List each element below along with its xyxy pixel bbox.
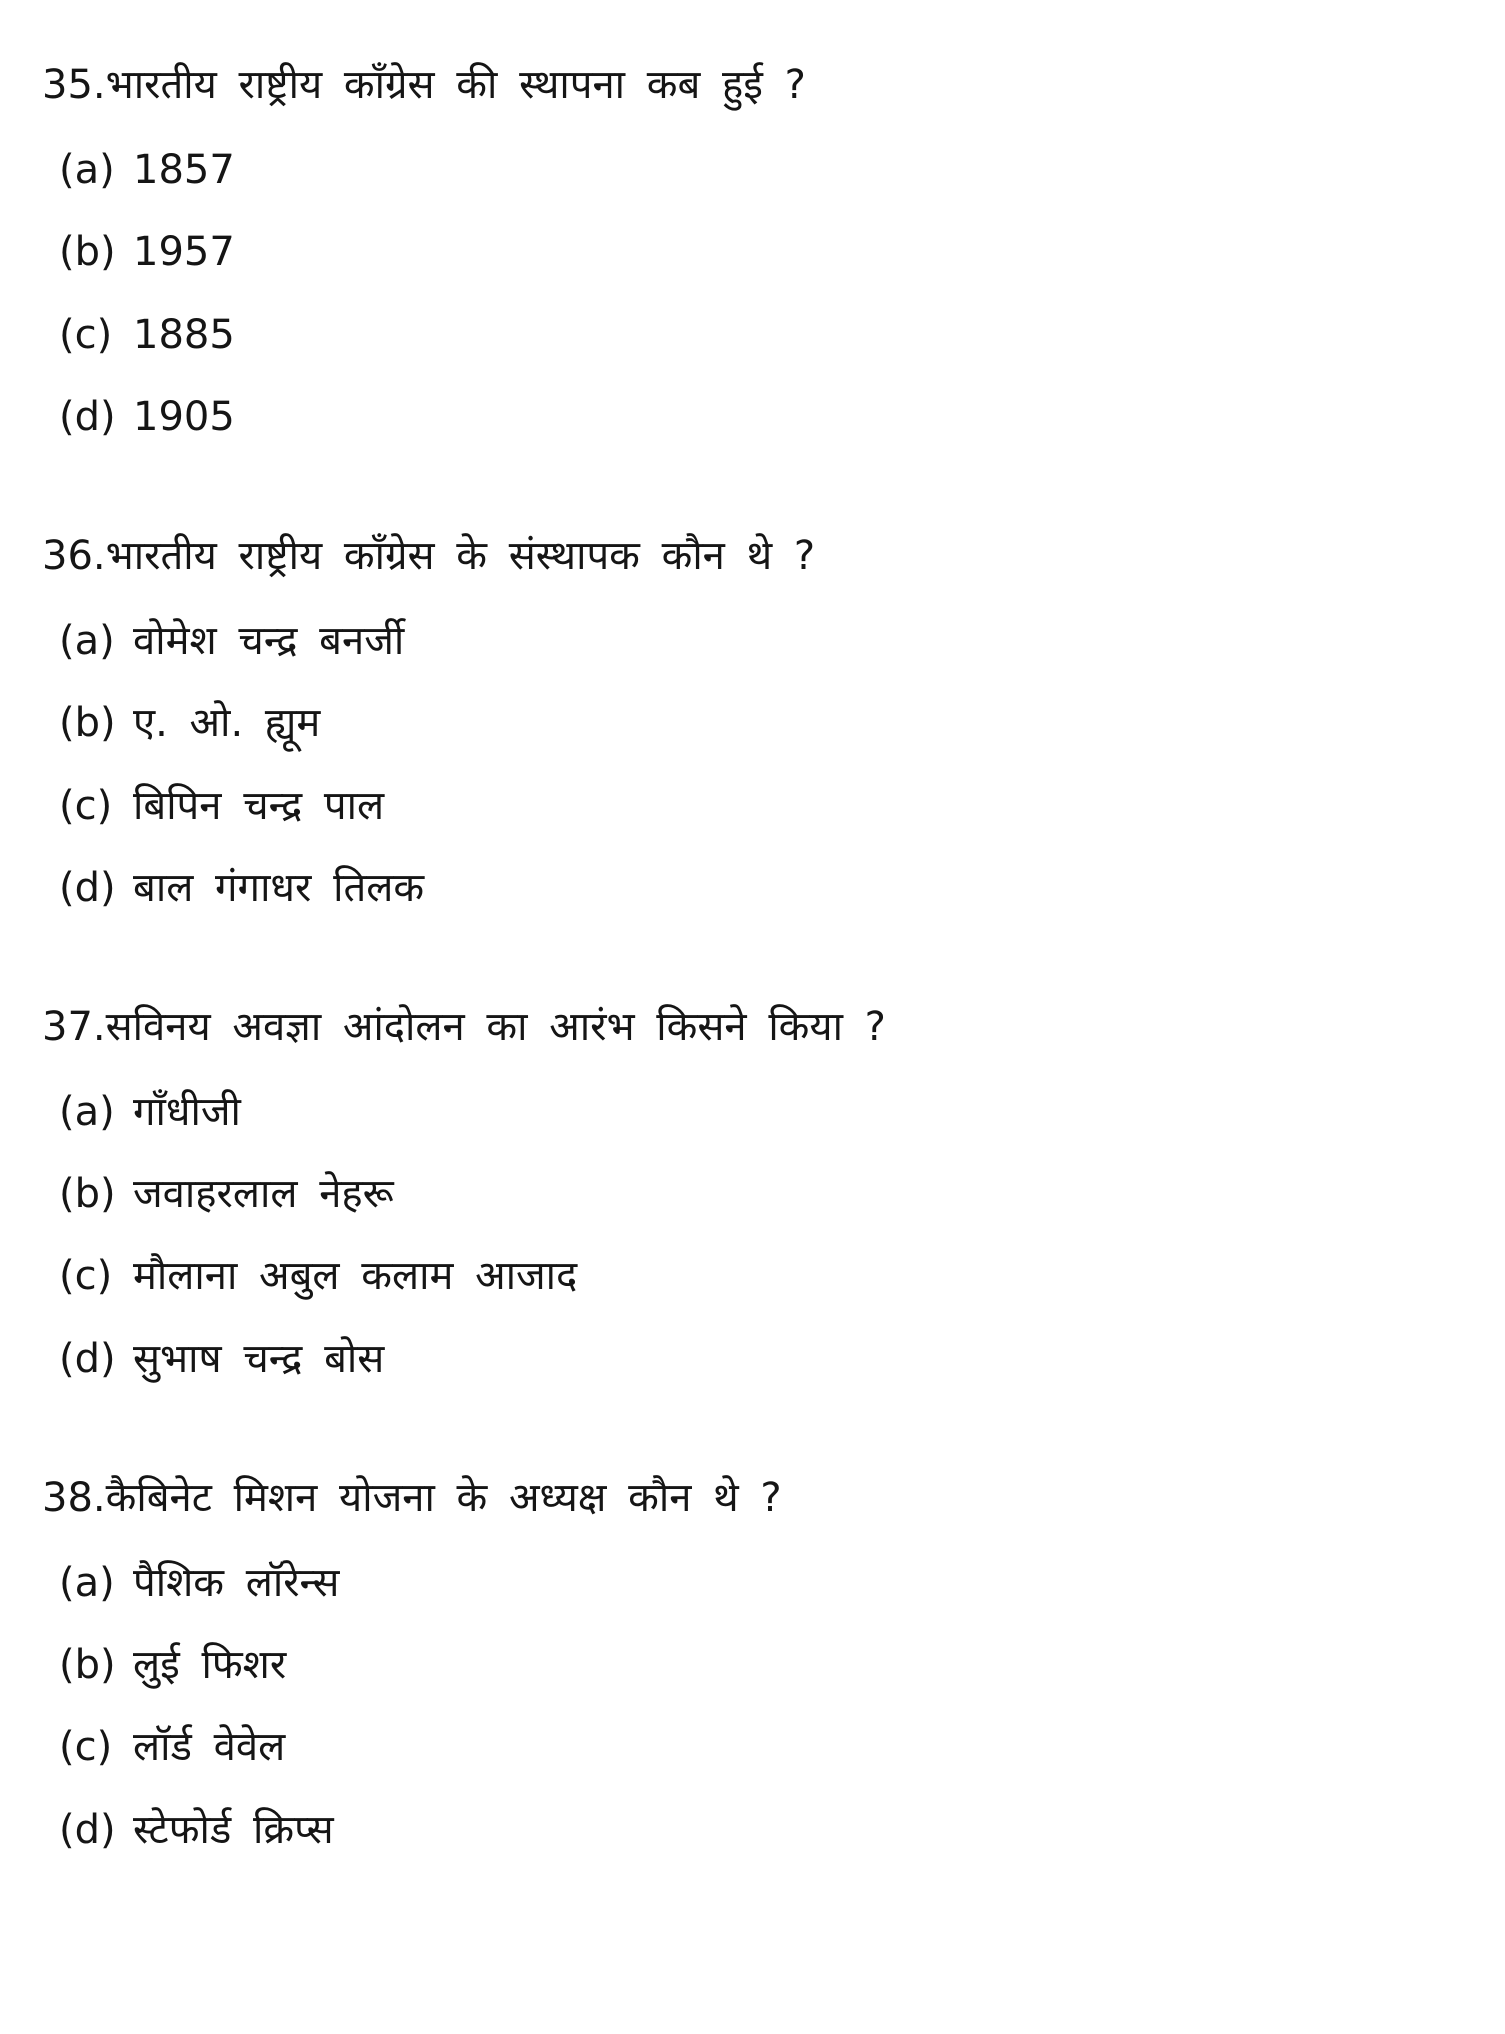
option-label: (a) [59,147,115,194]
option-row [42,147,1475,194]
option-row [42,229,1475,276]
option-row [42,1253,1475,1300]
question-36 [42,533,1475,912]
option-text: लुई फिशर [133,1642,287,1689]
question-text: भारतीय राष्ट्रीय काँग्रेस के संस्थापक कौन थे ? [105,532,816,579]
question-text: भारतीय राष्ट्रीय काँग्रेस की स्थापना कब हुई ? [105,62,806,108]
question-text: कैबिनेट मिशन योजना के अध्यक्ष कौन थे ? [105,1474,782,1521]
question-heading [42,62,1475,109]
option-text: ए. ओ. ह्यूम [133,700,321,747]
option-label: (c) [59,1724,113,1771]
option-label: (b) [59,700,116,747]
option-row [42,1171,1475,1218]
option-text: 1905 [133,393,235,440]
question-35 [42,62,1475,441]
option-text: पैशिक लॉरेन्स [133,1560,340,1606]
option-label: (c) [59,311,113,358]
option-label: (d) [59,864,116,911]
option-row [42,1807,1475,1854]
option-text: लॉर्ड वेवेल [133,1724,286,1771]
option-row [42,1336,1475,1383]
option-label: (c) [59,782,113,829]
question-37 [42,1004,1475,1383]
option-label: (d) [59,1806,116,1853]
question-number: 37. [42,1003,106,1050]
option-row [42,783,1475,830]
options-list [42,147,1475,441]
option-row [42,1560,1475,1607]
question-heading [42,1475,1475,1522]
option-text: 1857 [133,147,235,194]
option-row [42,865,1475,912]
option-label: (c) [59,1253,113,1300]
option-row [42,1642,1475,1689]
question-heading [42,1004,1475,1051]
question-heading [42,533,1475,580]
option-label: (a) [59,1560,115,1606]
question-number: 38. [42,1474,106,1521]
quiz-document-page [42,62,1475,1854]
option-row [42,700,1475,747]
options-list [42,1560,1475,1854]
options-list [42,618,1475,912]
option-label: (a) [59,618,115,665]
option-label: (b) [59,229,116,276]
option-label: (d) [59,393,116,440]
question-number: 35. [42,62,106,108]
option-text: सुभाष चन्द्र बोस [133,1335,385,1382]
option-label: (b) [59,1642,116,1689]
question-38 [42,1475,1475,1854]
option-row [42,618,1475,665]
option-label: (b) [59,1171,116,1218]
option-text: बाल गंगाधर तिलक [133,864,425,911]
option-text: गाँधीजी [133,1089,241,1136]
question-number: 36. [42,532,106,579]
option-text: बिपिन चन्द्र पाल [133,782,385,829]
option-text: स्टेफोर्ड क्रिप्स [133,1806,334,1853]
option-row [42,1724,1475,1771]
option-text: वोमेश चन्द्र बनर्जी [133,618,405,665]
option-text: जवाहरलाल नेहरू [133,1171,394,1218]
options-list [42,1089,1475,1383]
option-row [42,1089,1475,1136]
option-row [42,312,1475,359]
option-label: (d) [59,1335,116,1382]
option-row [42,394,1475,441]
question-text: सविनय अवज्ञा आंदोलन का आरंभ किसने किया ? [105,1003,886,1050]
option-text: 1885 [133,311,235,358]
option-text: मौलाना अबुल कलाम आजाद [133,1253,578,1300]
option-label: (a) [59,1089,115,1136]
option-text: 1957 [133,229,235,276]
